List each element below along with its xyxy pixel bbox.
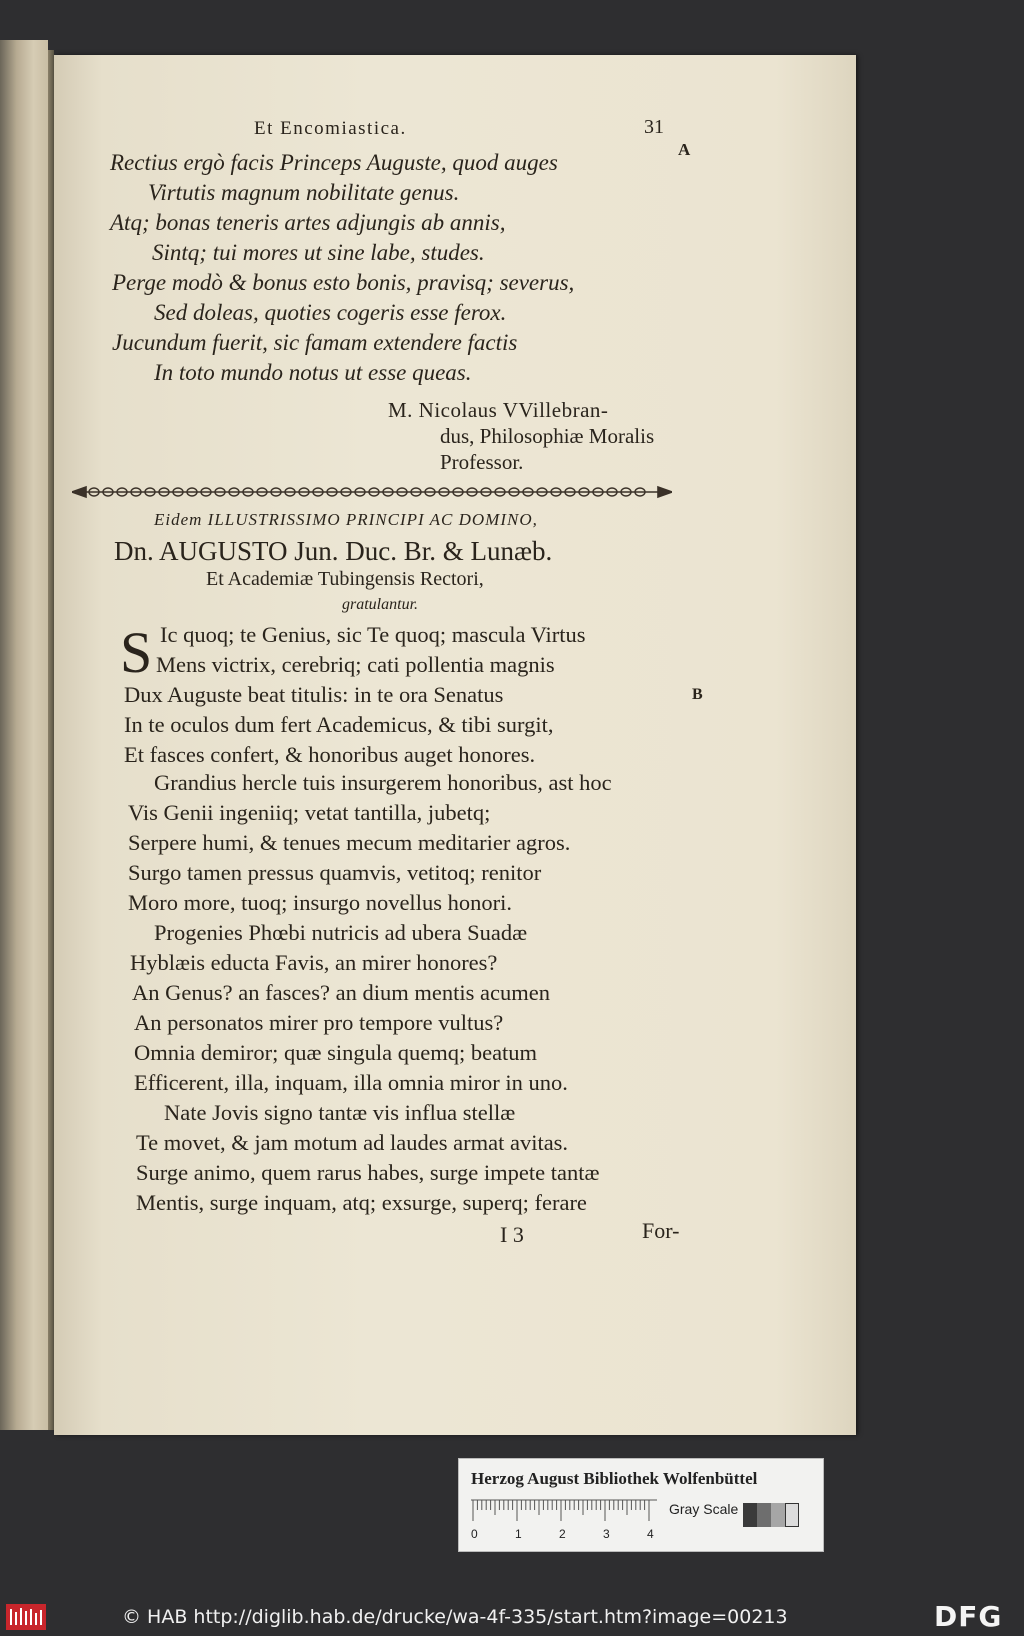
margin-mark-b: B: [692, 686, 703, 703]
gray-swatch: [743, 1503, 757, 1527]
poem2-line: Vis Genii ingeniiq; vetat tantilla, jubetq;: [128, 800, 491, 825]
facing-page-edge: [0, 40, 48, 1430]
gray-swatch: [785, 1503, 799, 1527]
catchword: For-: [642, 1218, 680, 1243]
source-url[interactable]: © HAB http://diglib.hab.de/drucke/wa-4f-335/start.htm?image=00213: [122, 1606, 788, 1628]
gray-swatch: [757, 1503, 771, 1527]
drop-cap: S: [120, 620, 153, 685]
scale-number: 1: [515, 1527, 522, 1541]
dedication-title: Dn. AUGUSTO Jun. Duc. Br. & Lunæb.: [114, 536, 553, 566]
poem2-line: Serpere humi, & tenues mecum meditarier agros.: [128, 830, 571, 855]
poem1-line: Sintq; tui mores ut sine labe, studes.: [152, 240, 485, 265]
signature-mark: I 3: [500, 1222, 524, 1247]
dedication-line: gratulantur.: [342, 596, 419, 613]
scale-number: 0: [471, 1527, 478, 1541]
poem2-line: Surge animo, quem rarus habes, surge impete tantæ: [136, 1160, 600, 1185]
poem1-line: Jucundum fuerit, sic famam extendere factis: [112, 330, 518, 355]
poem1-line: Atq; bonas teneris artes adjungis ab annis,: [110, 210, 506, 235]
poem1-line: Perge modò & bonus esto bonis, pravisq; severus,: [112, 270, 575, 295]
hab-logo-icon: [6, 1604, 46, 1630]
poem2-line: Grandius hercle tuis insurgerem honoribus, ast hoc: [154, 770, 612, 795]
poem1-line: Virtutis magnum nobilitate genus.: [148, 180, 460, 205]
dfg-logo: DFG: [934, 1600, 1003, 1633]
dedication-line: Et Academiæ Tubingensis Rectori,: [206, 568, 484, 590]
poem2-line: An personatos mirer pro tempore vultus?: [134, 1010, 504, 1035]
poem2-line: Moro more, tuoq; insurgo novellus honori.: [128, 890, 512, 915]
scale-number: 2: [559, 1527, 566, 1541]
bleed-through: [614, 150, 854, 1150]
dedication-line: Eidem ILLUSTRISSIMO PRINCIPI AC DOMINO,: [154, 510, 538, 529]
scale-ruler: [471, 1499, 661, 1523]
poem2-line: An Genus? an fasces? an dium mentis acumen: [132, 980, 550, 1005]
running-head: Et Encomiastica.: [254, 118, 407, 139]
poem2-line: Progenies Phœbi nutricis ad ubera Suadæ: [154, 920, 528, 945]
poem1-line: Rectius ergò facis Princeps Auguste, quod auges: [110, 150, 558, 175]
poem2-line: Omnia demiror; quæ singula quemq; beatum: [134, 1040, 538, 1065]
author-line: Professor.: [440, 450, 524, 474]
margin-mark-a: A: [678, 140, 691, 159]
page-number: 31: [644, 116, 664, 138]
gray-scale-label: Gray Scale: [669, 1501, 739, 1517]
poem2-line: Dux Auguste beat titulis: in te ora Senatus: [124, 682, 504, 707]
poem2-line: Efficerent, illa, inquam, illa omnia miror in uno.: [134, 1070, 568, 1095]
poem1-line: In toto mundo notus ut esse queas.: [154, 360, 472, 385]
author-line: dus, Philosophiæ Moralis: [440, 424, 655, 448]
library-name: Herzog August Bibliothek Wolfenbüttel: [471, 1469, 758, 1488]
poem2-line: Mens victrix, cerebriq; cati pollentia magnis: [156, 652, 555, 677]
scale-number: 3: [603, 1527, 610, 1541]
ornamental-rule: [72, 485, 672, 499]
poem2-line: Hyblæis educta Favis, an mirer honores?: [130, 950, 498, 975]
poem2-line: In te oculos dum fert Academicus, & tibi surgit,: [124, 712, 554, 737]
poem2-line: Ic quoq; te Genius, sic Te quoq; mascula Virtus: [160, 622, 586, 647]
poem2-line: Mentis, surge inquam, atq; exsurge, superq; ferare: [136, 1190, 587, 1215]
poem2-line: Et fasces confert, & honoribus auget honores.: [124, 742, 536, 767]
poem1-line: Sed doleas, quoties cogeris esse ferox.: [154, 300, 507, 325]
author-line: M. Nicolaus VVillebran-: [388, 398, 609, 422]
poem2-line: Nate Jovis signo tantæ vis influa stellæ: [164, 1100, 516, 1125]
poem2-line: Te movet, & jam motum ad laudes armat avitas.: [136, 1130, 569, 1155]
color-calibration-bar: [458, 1458, 824, 1552]
scale-number: 4: [647, 1527, 654, 1541]
poem2-line: Surgo tamen pressus quamvis, vetitoq; renitor: [128, 860, 542, 885]
gray-swatch: [771, 1503, 785, 1527]
viewer-footer: [0, 1598, 1024, 1636]
